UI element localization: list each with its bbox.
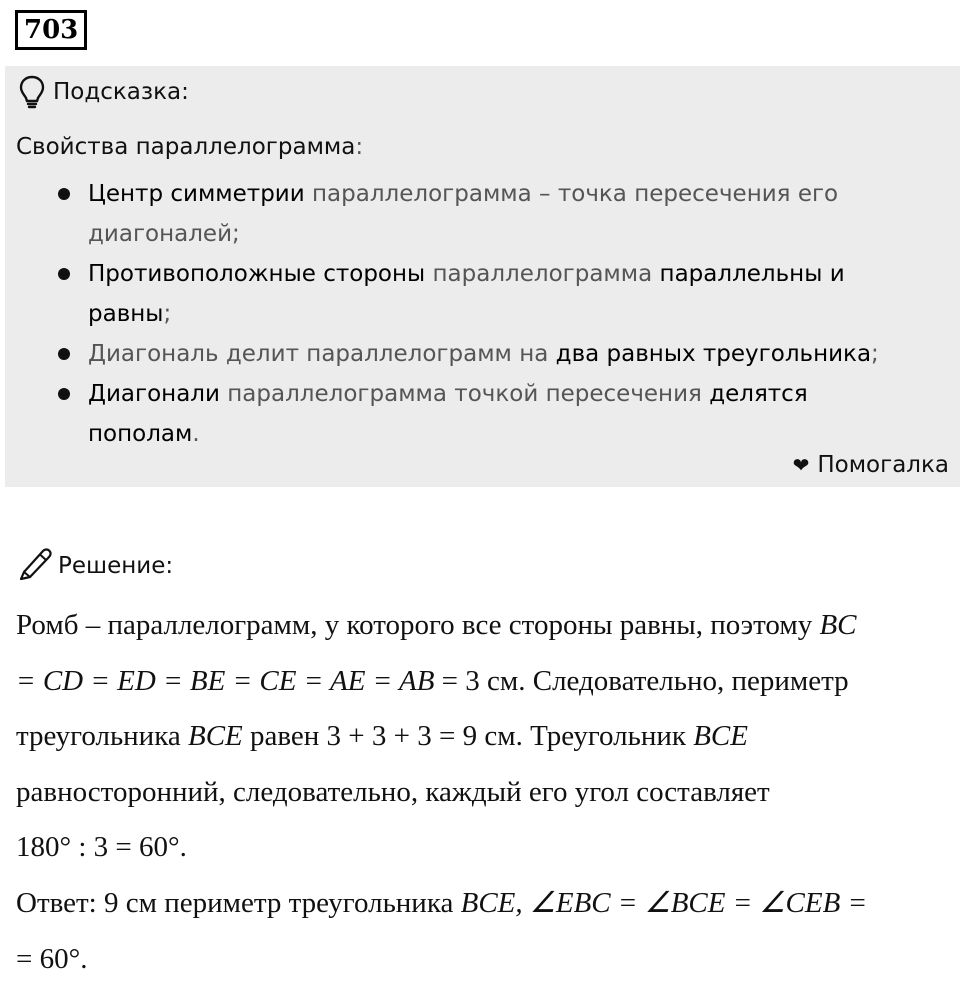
- solution-line: равносторонний, следовательно, каждый его угол составляет: [16, 775, 770, 808]
- task-number: 703: [15, 10, 87, 50]
- bullet-icon: [58, 388, 70, 400]
- solution-line: 180° : 3 = 60°.: [16, 831, 187, 864]
- bullet-icon: [58, 348, 70, 360]
- solution-text: [16, 598, 951, 987]
- solution-title: Решение:: [58, 553, 174, 579]
- properties-title: Свойства параллелограмма:: [16, 134, 364, 160]
- solution-line: Ромб – параллелограмм, у которого все стороны равны, поэтому BC: [16, 609, 857, 641]
- solution-line: = CD = ED = BE = CE = AE = AB = 3 см. Следовательно, периметр: [16, 664, 849, 697]
- hint-title: Подсказка:: [53, 79, 189, 105]
- list-item: Диагонали параллелограмма точкой пересечения делятся пополам.: [16, 374, 956, 454]
- bullet-icon: [58, 188, 70, 200]
- hint-panel: [5, 66, 960, 487]
- list-item: Противоположные стороны параллелограмма параллельны и равны;: [16, 254, 956, 334]
- solution-header: [16, 546, 173, 586]
- credit: ❤ Помогалка: [792, 452, 949, 478]
- heart-icon: ❤: [792, 453, 810, 477]
- answer-line: Ответ: 9 см периметр треугольника BCE, ∠EBC = ∠BCE = ∠CEB =: [16, 886, 868, 919]
- hint-header: [19, 72, 189, 112]
- list-item: Диагональ делит параллелограмм на два равных треугольника;: [16, 334, 956, 374]
- pencil-icon: [16, 547, 52, 585]
- bullet-icon: [58, 268, 70, 280]
- properties-list: [16, 174, 956, 454]
- lightbulb-icon: [19, 75, 45, 109]
- list-item: Центр симметрии параллелограмма – точка пересечения его диагоналей;: [16, 174, 956, 254]
- answer-line: = 60°.: [16, 942, 88, 975]
- solution-line: треугольника BCE равен 3 + 3 + 3 = 9 см. Треугольник BCE: [16, 720, 748, 753]
